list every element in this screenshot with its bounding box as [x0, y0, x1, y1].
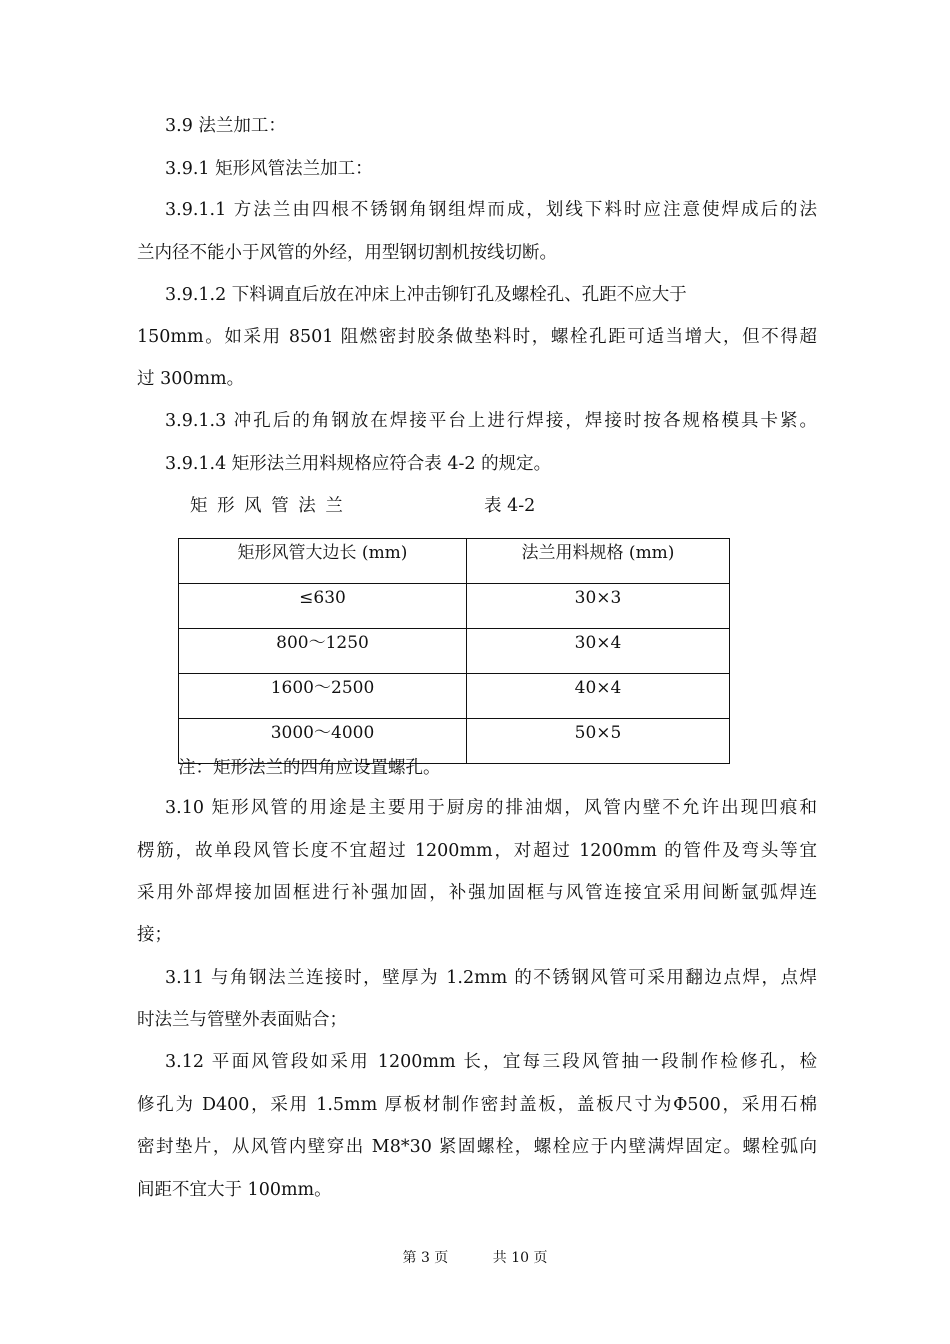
table-caption-title: 矩 形 风 管 法 兰 — [190, 496, 345, 516]
table-note: 注：矩形法兰的四角应设置螺孔。 — [178, 758, 441, 778]
table-cell: 50×5 — [467, 719, 730, 764]
paragraph-line: 3.11 与角钢法兰连接时，壁厚为 1.2mm 的不锈钢风管可采用翻边点焊，点焊 — [165, 968, 817, 988]
paragraph-line: 兰内径不能小于风管的外经，用型钢切割机按线切断。 — [137, 243, 557, 263]
paragraph-line: 3.9.1.1 方法兰由四根不锈钢角钢组焊而成，划线下料时应注意使焊成后的法 — [165, 200, 817, 220]
table-cell: 30×4 — [467, 629, 730, 674]
table-header-cell: 矩形风管大边长 (mm) — [179, 539, 467, 584]
paragraph-line: 3.9.1.3 冲孔后的角钢放在焊接平台上进行焊接，焊接时按各规格模具卡紧。 — [165, 411, 817, 431]
section-heading-3-9: 3.9 法兰加工： — [165, 116, 286, 136]
table-cell: 30×3 — [467, 584, 730, 629]
paragraph-line: 过 300mm。 — [137, 369, 245, 389]
section-heading-3-9-1: 3.9.1 矩形风管法兰加工： — [165, 159, 373, 179]
table-row — [179, 629, 730, 674]
paragraph-line: 密封垫片，从风管内壁穿出 M8*30 紧固螺栓，螺栓应于内壁满焊固定。螺栓弧向 — [137, 1137, 817, 1157]
paragraph-line: 修孔为 D400，采用 1.5mm 厚板材制作密封盖板，盖板尺寸为Φ500，采用石棉 — [137, 1095, 817, 1115]
table-cell: 1600～2500 — [179, 674, 467, 719]
paragraph-line: 150mm。如采用 8501 阻燃密封胶条做垫料时，螺栓孔距可适当增大，但不得超 — [137, 327, 817, 347]
table-row — [179, 674, 730, 719]
paragraph-line: 楞筋，故单段风管长度不宜超过 1200mm，对超过 1200mm 的管件及弯头等宜 — [137, 841, 817, 861]
paragraph-line: 3.9.1.2 下料调直后放在冲床上冲击铆钉孔及螺栓孔、孔距不应大于 — [165, 285, 687, 305]
table-row — [179, 584, 730, 629]
paragraph-line: 采用外部焊接加固框进行补强加固，补强加固框与风管连接宜采用间断氩弧焊连 — [137, 883, 817, 903]
page-total: 共 10 页 — [492, 1250, 548, 1266]
table-caption-number: 表 4-2 — [484, 496, 536, 516]
page-footer — [0, 1248, 950, 1268]
paragraph-line: 接； — [137, 925, 172, 945]
paragraph-line: 3.9.1.4 矩形法兰用料规格应符合表 4-2 的规定。 — [165, 454, 552, 474]
paragraph-line: 时法兰与管壁外表面贴合； — [137, 1010, 347, 1030]
flange-spec-table — [178, 538, 730, 764]
table-cell: 40×4 — [467, 674, 730, 719]
table-header-row — [179, 539, 730, 584]
paragraph-line: 间距不宜大于 100mm。 — [137, 1180, 332, 1200]
paragraph-line: 3.10 矩形风管的用途是主要用于厨房的排油烟，风管内壁不允许出现凹痕和 — [165, 798, 817, 818]
page-number: 第 3 页 — [402, 1250, 449, 1266]
table-cell: 3000～4000 — [179, 719, 467, 764]
paragraph-line: 3.12 平面风管段如采用 1200mm 长，宜每三段风管抽一段制作检修孔，检 — [165, 1052, 817, 1072]
table-cell: ≤630 — [179, 584, 467, 629]
table-header-cell: 法兰用料规格 (mm) — [467, 539, 730, 584]
table-cell: 800～1250 — [179, 629, 467, 674]
